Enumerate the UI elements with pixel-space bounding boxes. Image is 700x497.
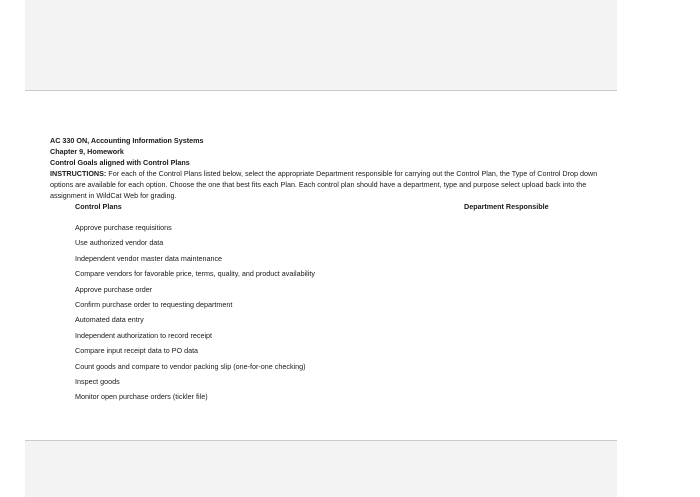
- topic-title: Control Goals aligned with Control Plans: [50, 158, 190, 167]
- control-plan-item: Compare input receipt data to PO data: [75, 346, 199, 356]
- control-plan-item: Use authorized vendor data: [75, 238, 164, 248]
- control-plan-item: Inspect goods: [75, 376, 120, 386]
- control-plan-item: Approve purchase order: [75, 284, 153, 294]
- header-control-plans: Control Plans: [75, 202, 122, 211]
- instructions-label: INSTRUCTIONS:: [50, 169, 107, 178]
- page-top-margin: [25, 0, 617, 90]
- instructions-paragraph: [50, 168, 618, 201]
- control-plan-item: Monitor open purchase orders (tickler file): [75, 392, 208, 402]
- course-title: AC 330 ON, Accounting Information Systems: [50, 136, 204, 145]
- control-plan-item: Compare vendors for favorable price, terms, quality, and product availability: [75, 269, 315, 279]
- control-plan-item: Independent vendor master data maintenance: [75, 253, 223, 263]
- control-plan-item: Approve purchase requisitions: [75, 223, 172, 232]
- instructions-text: For each of the Control Plans listed below, select the appropriate Department responsible for carrying out the Control Plan, the Type of Control Drop down options are available for each option. Choose the one that best fits each Plan. Each control plan should have a department, type and purpose select upload back into the assignment in WildCat Web for grading.: [50, 169, 598, 200]
- page-bottom-margin: [25, 441, 617, 497]
- page-break-top: [25, 90, 617, 91]
- control-plan-item: Automated data entry: [75, 315, 144, 325]
- table-header: [50, 201, 618, 213]
- chapter-title: Chapter 9, Homework: [50, 147, 124, 156]
- control-plan-item: Count goods and compare to vendor packing slip (one-for-one checking): [75, 361, 306, 371]
- control-plan-item: Independent authorization to record receipt: [75, 330, 213, 340]
- document-body: [50, 135, 618, 407]
- control-plan-list: [75, 222, 643, 407]
- control-plan-item: Confirm purchase order to requesting department: [75, 299, 233, 309]
- header-department-responsible: Department Responsible: [464, 202, 549, 211]
